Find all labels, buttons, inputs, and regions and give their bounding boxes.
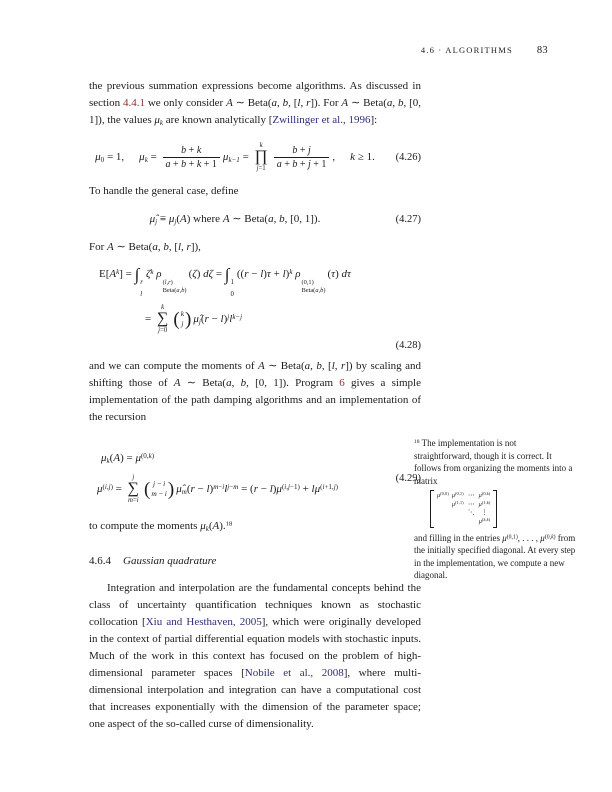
matrix-cell: $\mu^{(0,1)}$ <box>451 491 464 499</box>
matrix-cell: $\mu^{(0,k)}$ <box>478 491 491 499</box>
paragraph-intro: the previous summation expressions become algorithms. As discussed in section 4.4.1 we only consider A ∼ Beta(a, b, [l, r]). For A ∼ Beta(a, b, [0, 1]), the values $\mu_k$ are known analytically [Zwillinger et al., 1996]: <box>89 80 422 127</box>
matrix-cell: $\mu^{(k,k)}$ <box>478 516 491 525</box>
paragraph-integration: Integration and interpolation are the fundamental concepts behind the class of uncertainty quantification techniques known as stochastic collocation [Xiu and Hesthaven, 2005], which were originally developed in the context of partial differential equation models with stochastic inputs. Much of the work in this context has focused on the problem of high-dimensional parameter spaces [Nobile et al., 2008], where multi-dimensional interpolation and integration can have a computational cost that increases exponentially with the dimension of the parameter space; one aspect of the so-called curse of dimensionality. <box>89 581 421 730</box>
equation-4-28-line1: $E[A^k]$ = ∫ r l $\zeta^k$ ρ (l,r) Beta(a,b) (ζ) dζ = ∫ 1 0 $((r - l)\tau + l)^k$ ρ (0,1) Beta(a,b) (τ) dτ <box>99 264 351 299</box>
section-heading-title: Gaussian quadrature <box>123 554 217 567</box>
text-column <box>89 78 421 733</box>
equation-4-27-number: (4.27) <box>395 213 421 225</box>
section-heading-number: 4.6.4 <box>89 554 111 567</box>
citation-link-xiu[interactable]: Xiu and Hesthaven, 2005 <box>145 615 262 628</box>
page-number: 83 <box>536 45 548 56</box>
citation-link-nobile[interactable]: Nobile et al., 2008 <box>244 666 344 679</box>
program-ref-link[interactable]: 6 <box>339 376 345 389</box>
equation-4-27-body: $\mû_j \equiv \mu_j(A)$ where A ∼ Beta(a, b, [0, 1]). <box>149 212 321 226</box>
matrix-cell: ⋯ <box>468 492 475 499</box>
matrix-cell: $\mu^{(1,k)}$ <box>478 499 491 508</box>
matrix-right-bracket <box>493 490 497 528</box>
moments-matrix <box>430 490 497 528</box>
equation-4-29-line2: $\mu^{(i,j)}$ = j ∑ m=i ( j − i m − i ) $\mû_m(r - l)^{m-i}l^{j-m} = (r - l)\mu^{(i,j-1)} + l\mu^{(i+1,j)}$ <box>97 473 339 505</box>
citation-link-zwillinger[interactable]: Zwillinger et al., 1996 <box>272 114 371 126</box>
equation-4-28 <box>89 266 421 354</box>
margin-note <box>414 437 576 582</box>
paragraph-general-case: To handle the general case, define <box>89 184 239 197</box>
equation-4-26-number: (4.26) <box>395 151 421 163</box>
running-header-title: 4.6 · ALGORITHMS <box>420 45 513 55</box>
paragraph-compute: to compute the moments $\mu_k(A).^{18}$ <box>89 519 233 533</box>
equation-4-27 <box>89 211 421 228</box>
equation-4-29-line1: $\mu_k(A) = \mu^{(0,k)}$ <box>101 451 155 465</box>
section-ref-link[interactable]: 4.4.1 <box>123 97 146 109</box>
paragraph-for-beta: For A ∼ Beta(a, b, [l, r]), <box>89 240 201 253</box>
matrix-grid <box>434 490 493 528</box>
matrix-cell: $\mu^{(1,1)}$ <box>451 499 464 508</box>
equation-4-26 <box>89 142 421 173</box>
margin-note-text-before: $^{18}$ The implementation is not straightforward, though it is correct. It follows from organizing the moments into a matrix <box>414 438 573 486</box>
matrix-cell: ⋱ <box>468 509 475 516</box>
matrix-cell: $\mu^{(0,0)}$ <box>437 491 449 499</box>
margin-note-text-after: and filling in the entries $\mu^{(0,1)}$, . . . , $\mu^{(0,k)}$ from the initially specified diagonal. At every step in the implementation, we compute a new diagonal. <box>414 532 576 580</box>
equation-4-29-number: (4.29) <box>395 472 421 484</box>
equation-4-29 <box>89 450 421 505</box>
matrix-cell: ⋯ <box>468 500 475 508</box>
running-header <box>421 40 548 58</box>
equation-4-28-number: (4.28) <box>395 339 421 351</box>
equation-4-28-line2: = k ∑ j=0 ( k j ) $\mû_j(r - l)^jl^{k-j}$ <box>145 303 243 335</box>
section-heading <box>89 553 421 570</box>
matrix-cell: ⋮ <box>481 509 488 516</box>
equation-4-26-body: $\mu_0 = 1$, $\mu_k$ = $\frac{b + k}{a + b + k + 1}$ $\mu_{k-1}$ = k ∏ j=1 $\frac{b + j}{a + b + j + 1}$ , k ≥ 1. <box>95 142 375 173</box>
paragraph-moments: and we can compute the moments of A ∼ Beta(a, b, [l, r]) by scaling and shifting those of A ∼ Beta(a, b, [0, 1]). Program 6 gives a simple implementation of the path damping algorithms and an implementation of the recursion <box>89 359 421 423</box>
